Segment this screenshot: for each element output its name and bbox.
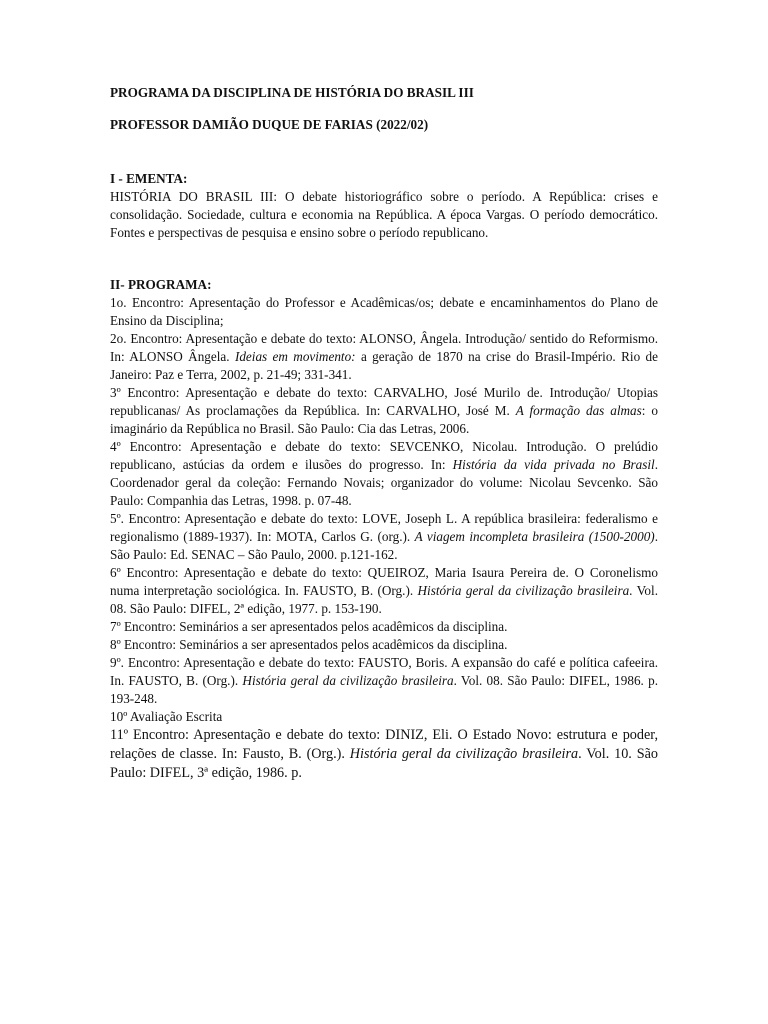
encontro-5: 5º. Encontro: Apresentação e debate do texto: LOVE, Joseph L. A república brasileira: federalismo e regionalismo (1889-1937). In: MOTA, Carlos G. (org.). A viagem incompleta brasileira (1500-2000). São Paulo: Ed. SENAC – São Paulo, 2000. p.121-162. (110, 511, 658, 562)
encontro-8: 8º Encontro: Seminários a ser apresentados pelos acadêmicos da disciplina. (110, 637, 508, 652)
programa-heading: II- PROGRAMA: (110, 277, 212, 292)
document-title: PROGRAMA DA DISCIPLINA DE HISTÓRIA DO BRASIL III (110, 85, 474, 100)
encontro-3: 3º Encontro: Apresentação e debate do texto: CARVALHO, José Murilo de. Introdução/ Utopias republicanas/ As proclamações da República. In: CARVALHO, José M. A formação das almas: o imaginário da República no Brasil. São Paulo: Cia das Letras, 2006. (110, 385, 658, 436)
encontro-6: 6º Encontro: Apresentação e debate do texto: QUEIROZ, Maria Isaura Pereira de. O Coronelismo numa interpretação sociológica. In. FAUSTO, B. (Org.). História geral da civilização brasileira. Vol. 08. São Paulo: DIFEL, 2ª edição, 1977. p. 153-190. (110, 565, 658, 616)
encontro-1: 1o. Encontro: Apresentação do Professor e Acadêmicas/os; debate e encaminhamentos do Plano de Ensino da Disciplina; (110, 295, 658, 328)
encontro-7: 7º Encontro: Seminários a ser apresentados pelos acadêmicos da disciplina. (110, 619, 508, 634)
encontro-9: 9º. Encontro: Apresentação e debate do texto: FAUSTO, Boris. A expansão do café e política cafeeira. In. FAUSTO, B. (Org.). História geral da civilização brasileira. Vol. 08. São Paulo: DIFEL, 1986. p. 193-248. (110, 655, 658, 706)
encontro-11: 11º Encontro: Apresentação e debate do texto: DINIZ, Eli. O Estado Novo: estrutura e poder, relações de classe. In: Fausto, B. (Org.). História geral da civilização brasileira. Vol. 10. São Paulo: DIFEL, 3ª edição, 1986. p. (110, 727, 658, 781)
encontro-4: 4º Encontro: Apresentação e debate do texto: SEVCENKO, Nicolau. Introdução. O prelúdio republicano, astúcias da ordem e ilusões do progresso. In: História da vida privada no Brasil. Coordenador geral da coleção: Fernando Novais; organizador do volume: Nicolau Sevcenko. São Paulo: Companhia das Letras, 1998. p. 07-48. (110, 439, 659, 508)
document-page (110, 84, 658, 783)
ementa-text: HISTÓRIA DO BRASIL III: O debate historiográfico sobre o período. A República: crises e consolidação. Sociedade, cultura e economia na República. A época Vargas. O período democrático. Fontes e perspectivas de pesquisa e ensino sobre o período republicano. (110, 189, 658, 240)
professor-line: PROFESSOR DAMIÃO DUQUE DE FARIAS (2022/02) (110, 117, 429, 132)
encontro-2: 2o. Encontro: Apresentação e debate do texto: ALONSO, Ângela. Introdução/ sentido do Reformismo. In: ALONSO Ângela. Ideias em movimento: a geração de 1870 na crise do Brasil-Império. Rio de Janeiro: Paz e Terra, 2002, p. 21-49; 331-341. (110, 331, 658, 382)
encontro-10: 10º Avaliação Escrita (110, 709, 223, 724)
ementa-heading: I - EMENTA: (110, 171, 188, 186)
